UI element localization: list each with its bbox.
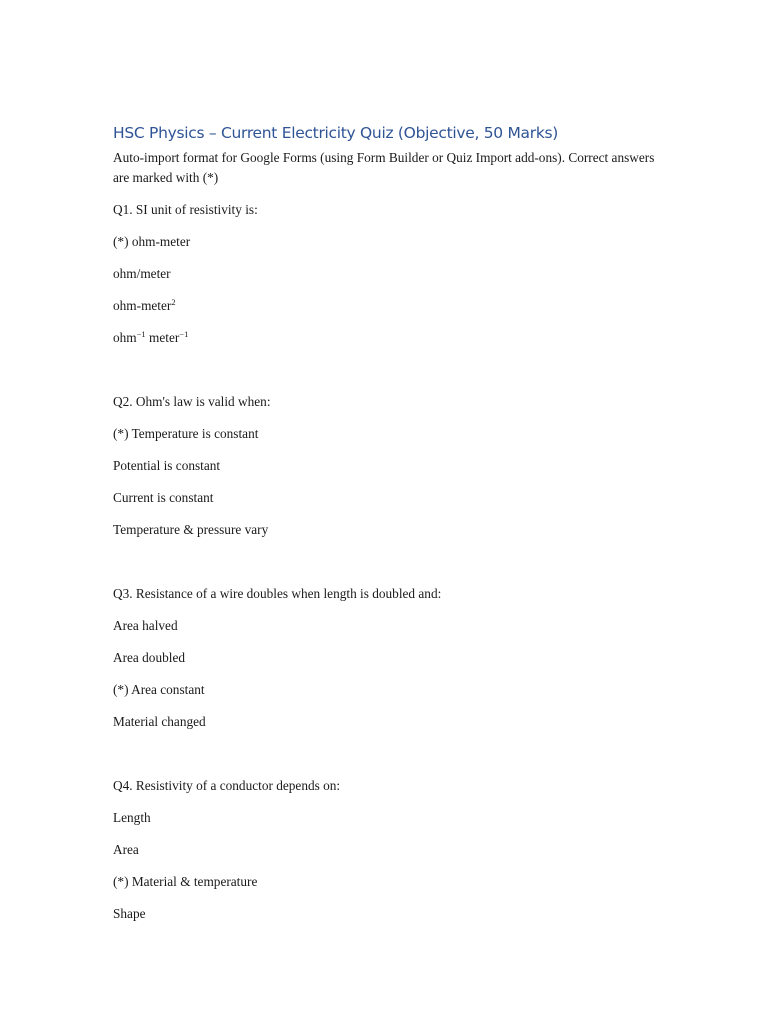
q2-option-4: Temperature & pressure vary (113, 522, 269, 537)
q1-option-3-exponent: 2 (171, 297, 176, 307)
q4-option-4: Shape (113, 906, 146, 921)
q1-option-4-exponent-b: −1 (179, 329, 189, 339)
q1-option-4-unit-a: ohm (113, 330, 137, 345)
q4-option-1: Length (113, 810, 151, 825)
document-title: HSC Physics – Current Electricity Quiz (Objective, 50 Marks) (113, 124, 559, 142)
q1-option-4-unit-b: meter (149, 330, 180, 345)
q1-option-3 (113, 297, 176, 315)
q2-option-3: Current is constant (113, 490, 214, 505)
q1-option-4-exponent-a: −1 (136, 329, 146, 339)
q1-option-4 (113, 329, 188, 347)
q3-option-1: Area halved (113, 618, 178, 633)
question-4: Q4. Resistivity of a conductor depends on: (113, 778, 341, 793)
q3-option-3: (*) Area constant (113, 682, 205, 697)
q1-option-2: ohm/meter (113, 266, 171, 281)
q2-option-2: Potential is constant (113, 458, 221, 473)
q2-option-1: (*) Temperature is constant (113, 426, 259, 441)
q1-option-1: (*) ohm-meter (113, 234, 191, 249)
q1-option-3-text: ohm-meter (113, 298, 172, 313)
q4-option-2: Area (113, 842, 139, 857)
q4-option-3: (*) Material & temperature (113, 874, 258, 889)
document-intro: Auto-import format for Google Forms (using Form Builder or Quiz Import add-ons). Correct answers are marked with (*) (113, 150, 655, 185)
question-3: Q3. Resistance of a wire doubles when length is doubled and: (113, 586, 442, 601)
question-2: Q2. Ohm's law is valid when: (113, 394, 271, 409)
q3-option-2: Area doubled (113, 650, 185, 665)
question-1: Q1. SI unit of resistivity is: (113, 202, 258, 217)
q3-option-4: Material changed (113, 714, 206, 729)
